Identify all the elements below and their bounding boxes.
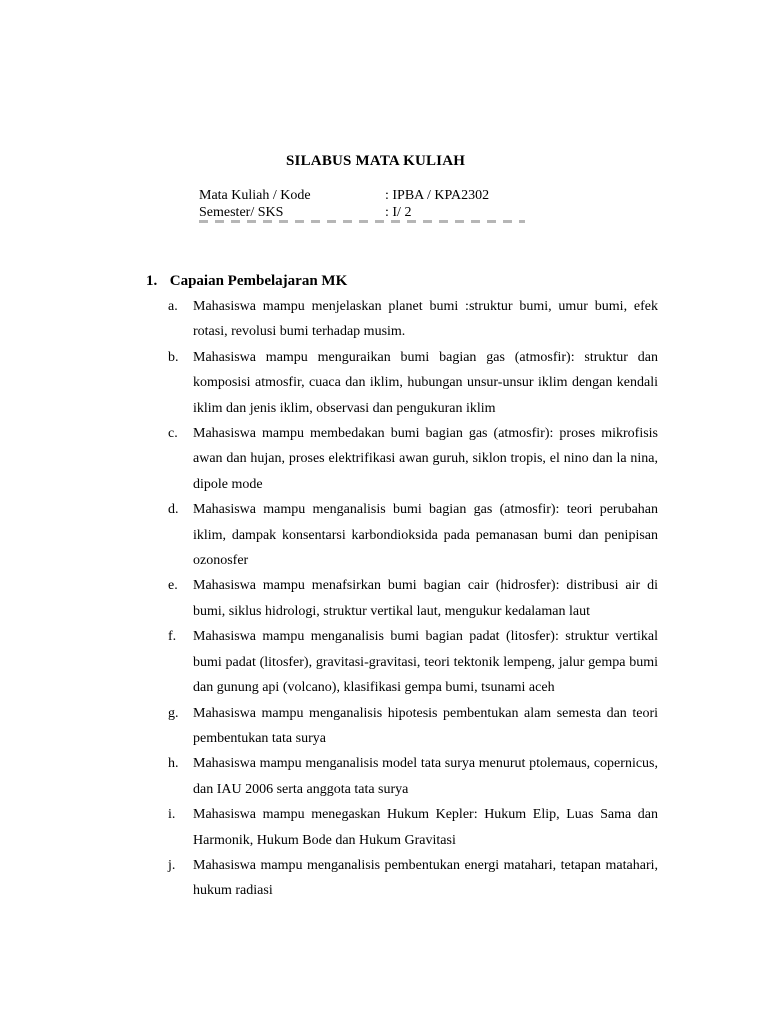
list-marker: f. [168,629,177,645]
list-item-text: Mahasiswa mampu menganalisis model tata surya menurut ptolemaus, copernicus, dan IAU 2006 serta anggota tata surya [193,756,658,797]
list-item [168,345,658,421]
section-title: Capaian Pembelajaran MK [169,273,348,289]
list-marker: a. [168,299,178,314]
section-number: 1. [146,273,158,289]
list-marker: j. [168,857,176,873]
list-item-text: Mahasiswa mampu menegaskan Hukum Kepler: Hukum Elip, Luas Sama dan Harmonik, Hukum Bode dan Hukum Gravitasi [193,807,658,848]
info-value: : I/ 2 [385,205,412,220]
list-item [168,573,658,624]
list-item-text: Mahasiswa mampu menganalisis pembentukan energi matahari, tetapan matahari, hukum radiasi [193,857,658,899]
list-item [168,497,658,573]
outcome-list [168,294,658,904]
list-item-text: Mahasiswa mampu menganalisis bumi bagian padat (litosfer): struktur vertikal bumi padat (litosfer), gravitasi-gravitasi, teori tektonik lempeng, jalur gempa bumi dan gunung api (volcano), klasifikasi gempa bumi, tsunami aceh [193,629,658,696]
list-marker: d. [168,502,179,518]
list-item [168,751,658,802]
list-item [168,701,658,752]
clipped-text-line [199,220,525,223]
page-title: SILABUS MATA KULIAH [286,153,466,169]
list-item-text: Mahasiswa mampu menjelaskan planet bumi :struktur bumi, umur bumi, efek rotasi, revolusi bumi terhadap musim. [193,299,658,340]
list-marker: i. [168,807,176,823]
list-item [168,294,658,345]
list-item [168,802,658,853]
list-item-text: Mahasiswa mampu menguraikan bumi bagian gas (atmosfir): struktur dan komposisi atmosfir, cuaca dan iklim, hubungan unsur-unsur iklim dengan kendali iklim dan jenis iklim, observasi dan pengukuran iklim [193,349,658,416]
list-item-text: Mahasiswa mampu menganalisis bumi bagian gas (atmosfir): teori perubahan iklim, dampak konsentarsi karbondioksida pada pemanasan bumi dan penipisan ozonosfer [193,502,658,569]
list-item [168,853,658,904]
list-item-text: Mahasiswa mampu menafsirkan bumi bagian cair (hidrosfer): distribusi air di bumi, siklus hidrologi, struktur vertikal laut, mengukur kedalaman laut [193,578,658,619]
list-item [168,421,658,497]
info-label: Mata Kuliah / Kode [199,188,311,203]
list-marker: b. [168,349,179,365]
info-value: : IPBA / KPA2302 [385,188,490,203]
list-marker: h. [168,756,179,772]
list-item [168,624,658,700]
list-marker: g. [168,705,179,721]
list-marker: e. [168,578,178,594]
info-label: Semester/ SKS [199,205,284,220]
list-marker: c. [168,426,178,442]
list-item-text: Mahasiswa mampu menganalisis hipotesis pembentukan alam semesta dan teori pembentukan tata surya [193,705,658,746]
list-item-text: Mahasiswa mampu membedakan bumi bagian gas (atmosfir): proses mikrofisis awan dan hujan, proses elektrifikasi awan guruh, siklon tropis, el nino dan la nina, dipole mode [193,426,658,492]
section-heading [146,273,347,290]
